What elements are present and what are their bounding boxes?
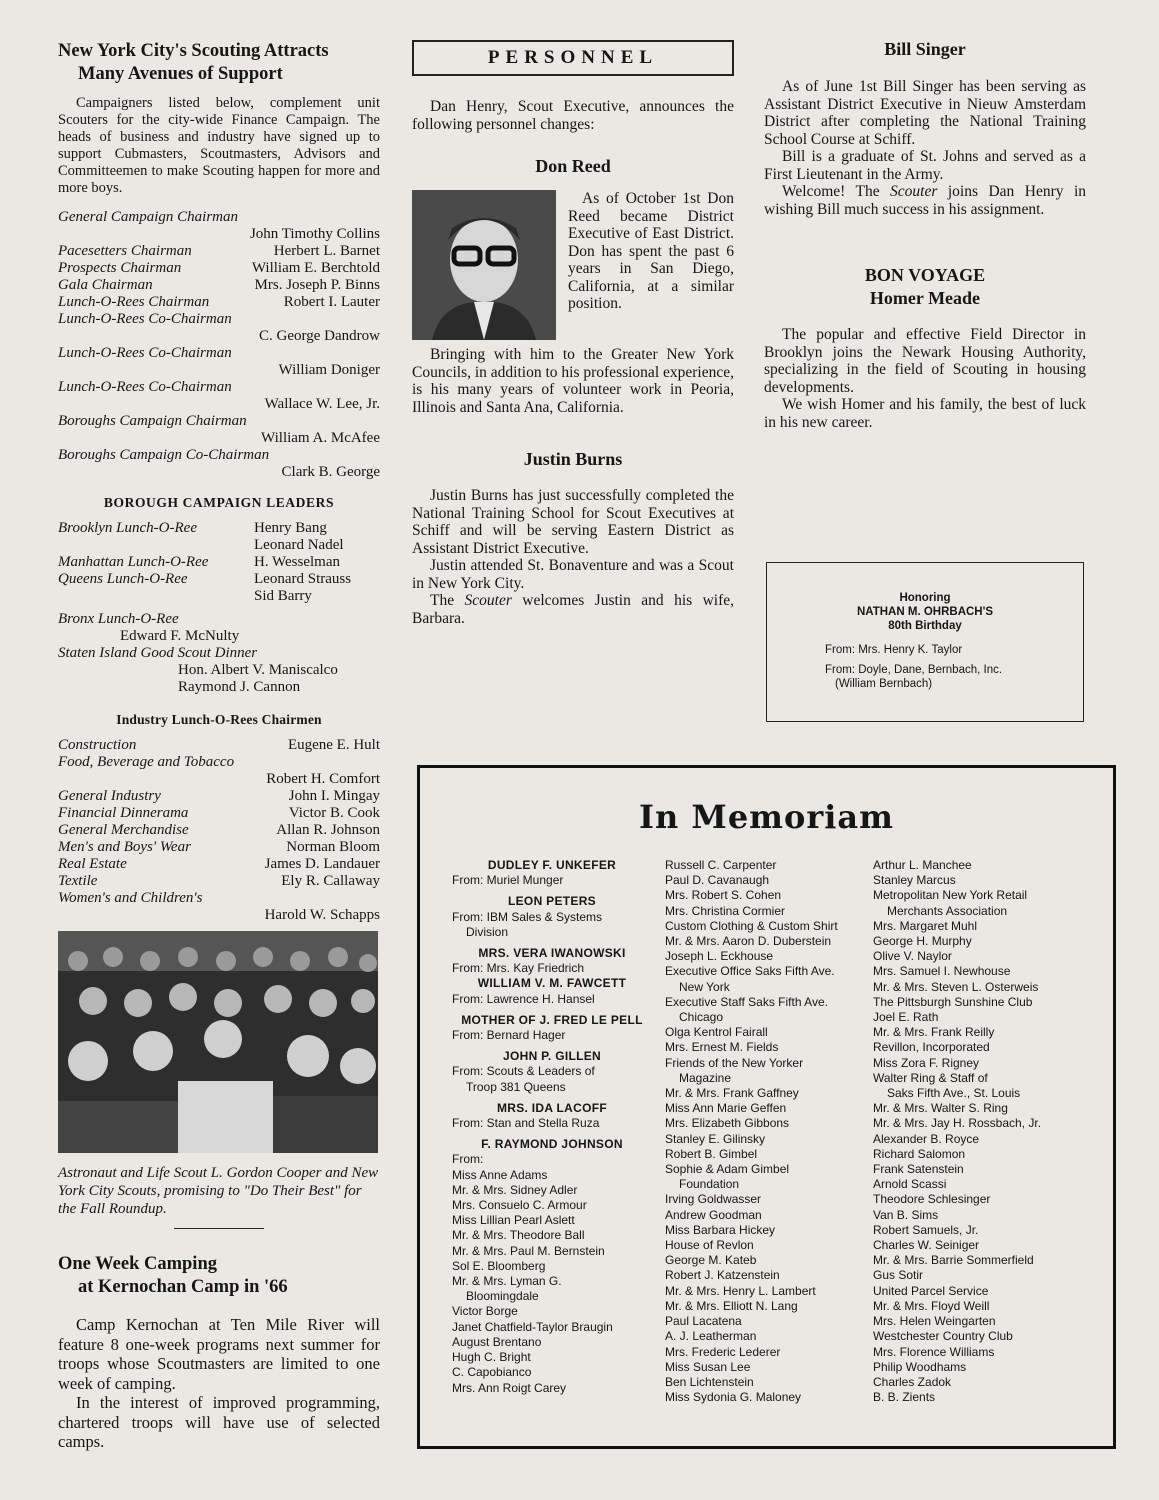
roster-role: General Campaign Chairman bbox=[58, 209, 238, 225]
column-left bbox=[58, 40, 380, 1452]
roster-name: Mrs. Joseph P. Binns bbox=[254, 277, 380, 293]
roster-name: Norman Bloom bbox=[286, 839, 380, 855]
memoriam-entry: Frank Satenstein bbox=[873, 1162, 964, 1177]
memoriam-entry: From: Muriel Munger bbox=[452, 873, 564, 888]
camp-paragraph: Camp Kernochan at Ten Mile River will feature 8 one-week programs next summer for troops whose Scoutmasters are limited to one week of camping. bbox=[58, 1315, 380, 1393]
roster-role: Lunch-O-Rees Co-Chairman bbox=[58, 379, 232, 395]
memoriam-entry: Foundation bbox=[679, 1177, 740, 1192]
roster-name: Ely R. Callaway bbox=[281, 873, 380, 889]
memoriam-entry: Executive Office Saks Fifth Ave. bbox=[665, 964, 835, 979]
memoriam-entry: Mr. & Mrs. Paul M. Bernstein bbox=[452, 1243, 605, 1258]
memoriam-entry: Victor Borge bbox=[452, 1304, 518, 1319]
memoriam-entry: Mr. & Mrs. Frank Reilly bbox=[873, 1025, 995, 1040]
camp-paragraph: In the interest of improved programming, chartered troops will have use of selected camps. bbox=[58, 1393, 380, 1451]
memoriam-entry: Mrs. Elizabeth Gibbons bbox=[665, 1116, 790, 1131]
burns-paragraph: Justin Burns has just successfully completed the National Training School for Scout Executives at Schiff and will be serving Eastern District as Assistant District Executive. bbox=[412, 487, 734, 557]
cooper-photo bbox=[58, 931, 380, 1158]
heading-bon-voyage: BON VOYAGE bbox=[864, 265, 986, 285]
roster-row: Construction Eugene E. Hult bbox=[58, 737, 380, 753]
memoriam-entry: Mr. & Mrs. Sidney Adler bbox=[452, 1182, 578, 1197]
memoriam-entry: Mr. & Mrs. Elliott N. Lang bbox=[665, 1298, 798, 1313]
memoriam-entry: Richard Salomon bbox=[873, 1146, 966, 1161]
memoriam-entry: Troop 381 Queens bbox=[466, 1079, 566, 1094]
roster-role: Lunch-O-Rees Co-Chairman bbox=[58, 345, 232, 361]
borough-name: Sid Barry bbox=[254, 588, 312, 604]
memoriam-entry: Metropolitan New York Retail bbox=[873, 888, 1028, 903]
roster-role: Pacesetters Chairman bbox=[58, 243, 192, 259]
roster-row bbox=[58, 277, 380, 294]
singer-paragraph: As of June 1st Bill Singer has been serving as Assistant District Executive in Nieuw Amsterdam District after completing the National Training School Course at Schiff. bbox=[764, 78, 1086, 148]
memoriam-entry: Mrs. Margaret Muhl bbox=[873, 918, 978, 933]
memoriam-entry: From: Mrs. Kay Friedrich bbox=[452, 961, 585, 976]
memoriam-entry: Joel E. Rath bbox=[873, 1010, 939, 1025]
honoring-occasion: 80th Birthday bbox=[888, 620, 962, 632]
roster-name: Raymond J. Cannon bbox=[178, 679, 301, 695]
roster-role: Food, Beverage and Tobacco bbox=[58, 754, 235, 770]
memoriam-entry: Olga Kentrol Fairall bbox=[665, 1025, 768, 1040]
borough-name: Henry Bang bbox=[254, 520, 327, 536]
memoriam-entry: Russell C. Carpenter bbox=[665, 858, 777, 872]
roster-role: Boroughs Campaign Chairman bbox=[58, 413, 247, 429]
roster-role: Financial Dinnerama bbox=[58, 805, 189, 821]
bon-voyage-paragraph: The popular and effective Field Director in Brooklyn joins the Newark Housing Authority, specializing in the field of Scouting in housing developments. bbox=[764, 326, 1086, 396]
memoriam-entry: Paul Lacatena bbox=[665, 1314, 742, 1329]
memoriam-entry: Mrs. Ann Roigt Carey bbox=[452, 1380, 567, 1395]
memoriam-entry: Robert Samuels, Jr. bbox=[873, 1222, 979, 1237]
memoriam-entry: Custom Clothing & Custom Shirt bbox=[665, 918, 838, 933]
memoriam-entry: Mr. & Mrs. Steven L. Osterweis bbox=[873, 979, 1039, 994]
roster-row bbox=[58, 294, 380, 311]
reed-paragraph: As of October 1st Don Reed became District Executive of East District. Don has spent the past 6 years in San Diego, California, at a similar position. bbox=[568, 190, 734, 312]
borough-extra bbox=[58, 611, 380, 696]
memoriam-entry: Mr. & Mrs. Floyd Weill bbox=[873, 1298, 990, 1313]
memoriam-entry: Arnold Scassi bbox=[873, 1177, 947, 1192]
reed-section bbox=[412, 190, 734, 416]
personnel-banner: PERSONNEL bbox=[412, 40, 734, 76]
memoriam-entry: Mrs. Ernest M. Fields bbox=[665, 1040, 779, 1055]
heading-bill-singer: Bill Singer bbox=[884, 39, 966, 59]
memoriam-entry: Friends of the New Yorker bbox=[665, 1055, 804, 1070]
memoriam-entry: Stanley Marcus bbox=[873, 873, 956, 888]
memoriam-entry: Stanley E. Gilinsky bbox=[665, 1131, 766, 1146]
singer-paragraph: Welcome! The Scouter joins Dan Henry in wishing Bill much success in his assignment. bbox=[764, 183, 1086, 218]
memoriam-entry: B. B. Zients bbox=[873, 1390, 936, 1405]
memoriam-entry: Mr. & Mrs. Barrie Sommerfield bbox=[873, 1253, 1034, 1268]
memoriam-name: DUDLEY F. UNKEFER bbox=[487, 858, 617, 872]
memoriam-entry: August Brentano bbox=[452, 1334, 542, 1349]
memoriam-entry: Mrs. Robert S. Cohen bbox=[665, 888, 782, 903]
memoriam-entry: Miss Anne Adams bbox=[452, 1167, 548, 1182]
memoriam-entry: Philip Woodhams bbox=[873, 1359, 967, 1374]
roster-name: William E. Berchtold bbox=[251, 260, 380, 276]
memoriam-name: F. RAYMOND JOHNSON bbox=[481, 1137, 623, 1152]
roster-role: Women's and Children's bbox=[58, 890, 203, 906]
roster-role: Textile bbox=[58, 873, 98, 889]
roster-name: John I. Mingay bbox=[288, 788, 380, 804]
burns-paragraph: The Scouter welcomes Justin and his wife, Barbara. bbox=[412, 592, 734, 627]
memoriam-entry: From: Scouts & Leaders of bbox=[452, 1064, 595, 1079]
roster-name: Robert I. Lauter bbox=[283, 294, 380, 310]
memoriam-entry: Andrew Goodman bbox=[665, 1207, 762, 1222]
memoriam-entry: Van B. Sims bbox=[873, 1207, 939, 1222]
roster-row bbox=[58, 873, 380, 890]
bon-voyage-paragraph: We wish Homer and his family, the best of luck in his new career. bbox=[764, 396, 1086, 431]
roster-name: Victor B. Cook bbox=[288, 805, 380, 821]
roster-row bbox=[58, 839, 380, 856]
roster-name: William A. McAfee bbox=[261, 430, 380, 446]
memoriam-entry: From: Bernard Hager bbox=[452, 1028, 566, 1043]
honoree-name: NATHAN M. OHRBACH'S bbox=[856, 606, 994, 618]
honor-from: From: Doyle, Dane, Bernbach, Inc. bbox=[825, 664, 1003, 676]
memoriam-entry: Magazine bbox=[679, 1070, 732, 1085]
memoriam-name: MRS. IDA LACOFF bbox=[496, 1100, 608, 1115]
memoriam-entry: United Parcel Service bbox=[873, 1283, 989, 1298]
honoring-label: Honoring bbox=[899, 592, 951, 604]
memoriam-entry: Division bbox=[466, 924, 509, 939]
memoriam-entry: Mrs. Frederic Lederer bbox=[665, 1344, 781, 1359]
memoriam-entry: Miss Sydonia G. Maloney bbox=[665, 1390, 802, 1405]
memoriam-entry: From: Lawrence H. Hansel bbox=[452, 991, 595, 1006]
memoriam-entry: From: Stan and Stella Ruza bbox=[452, 1116, 600, 1131]
memoriam-entry: Miss Zora F. Rigney bbox=[873, 1055, 980, 1070]
roster-role: Lunch-O-Rees Chairman bbox=[58, 294, 210, 310]
memoriam-entry: Charles W. Seiniger bbox=[873, 1238, 980, 1253]
borough-name: Leonard Strauss bbox=[254, 571, 352, 587]
memoriam-entry: New York bbox=[679, 979, 730, 994]
roster-name: William Doniger bbox=[278, 362, 380, 378]
memoriam-entry: House of Revlon bbox=[665, 1238, 754, 1253]
memoriam-entry: Mrs. Samuel I. Newhouse bbox=[873, 964, 1011, 979]
memoriam-entry: Executive Staff Saks Fifth Ave. bbox=[665, 994, 828, 1009]
roster-role: Boroughs Campaign Co-Chairman bbox=[58, 447, 270, 463]
roster-role: Real Estate bbox=[58, 856, 127, 872]
memoriam-entry: Mr. & Mrs. Lyman G. bbox=[452, 1274, 562, 1289]
heading-don-reed: Don Reed bbox=[535, 156, 611, 176]
memoriam-entry: Hugh C. Bright bbox=[452, 1350, 531, 1365]
roster-name: Allan R. Johnson bbox=[276, 822, 380, 838]
borough-role: Manhattan Lunch-O-Ree bbox=[58, 554, 209, 570]
burns-paragraph: Justin attended St. Bonaventure and was a Scout in New York City. bbox=[412, 557, 734, 592]
roster-name: Edward F. McNulty bbox=[120, 628, 240, 644]
borough-name: Leonard Nadel bbox=[254, 537, 344, 553]
heading-homer-meade: Homer Meade bbox=[869, 288, 981, 308]
column-middle bbox=[412, 40, 734, 627]
memoriam-entry: George H. Murphy bbox=[873, 934, 972, 949]
roster-name: Harold W. Schapps bbox=[264, 907, 380, 923]
memoriam-entry: Gus Sotir bbox=[873, 1268, 924, 1283]
memoriam-entry: Paul D. Cavanaugh bbox=[665, 873, 770, 888]
roster-name: John Timothy Collins bbox=[249, 226, 380, 242]
memoriam-entry: Sophie & Adam Gimbel bbox=[665, 1162, 790, 1177]
roster-name: Wallace W. Lee, Jr. bbox=[264, 396, 380, 412]
roster-row bbox=[58, 788, 380, 805]
roster-row bbox=[58, 822, 380, 839]
memoriam-entry: Mr. & Mrs. Henry L. Lambert bbox=[665, 1283, 816, 1298]
memoriam-column-3 bbox=[873, 858, 1088, 1405]
memoriam-entry: Miss Barbara Hickey bbox=[665, 1222, 776, 1237]
memoriam-entry: Mr. & Mrs. Frank Gaffney bbox=[665, 1086, 799, 1101]
memoriam-entry: Olive V. Naylor bbox=[873, 949, 952, 964]
memoriam-entry: From: IBM Sales & Systems bbox=[452, 909, 603, 924]
memoriam-entry: Mrs. Helen Weingarten bbox=[873, 1314, 996, 1329]
honor-from: From: Mrs. Henry K. Taylor bbox=[825, 644, 963, 656]
memoriam-entry: Merchants Association bbox=[887, 903, 1008, 918]
roster-row bbox=[58, 243, 380, 260]
memoriam-entry: Robert J. Katzenstein bbox=[665, 1268, 780, 1283]
memoriam-column-2 bbox=[665, 858, 870, 1405]
memoriam-name: LEON PETERS bbox=[508, 894, 596, 909]
borough-role: Brooklyn Lunch-O-Ree bbox=[58, 520, 197, 536]
roster-row bbox=[58, 805, 380, 822]
industry-heading: Industry Lunch-O-Rees Chairmen bbox=[116, 712, 322, 727]
memoriam-name: WILLIAM V. M. FAWCETT bbox=[477, 976, 627, 991]
memoriam-column-1 bbox=[452, 858, 652, 1396]
roster-name: Robert H. Comfort bbox=[266, 771, 380, 787]
don-reed-portrait bbox=[412, 190, 556, 340]
scouts-photo-image bbox=[58, 931, 378, 1153]
memoriam-entry: Alexander B. Royce bbox=[873, 1131, 980, 1146]
memoriam-entry: Mr. & Mrs. Jay H. Rossbach, Jr. bbox=[873, 1116, 1042, 1131]
memoriam-entry: Mrs. Consuelo C. Armour bbox=[452, 1198, 587, 1213]
borough-role bbox=[58, 537, 254, 554]
memoriam-entry: Charles Zadok bbox=[873, 1374, 952, 1389]
headline-camping: One Week Camping at Kernochan Camp in '66 bbox=[58, 1254, 288, 1297]
borough-role bbox=[58, 588, 254, 605]
roster-role: Gala Chairman bbox=[58, 277, 153, 293]
borough-leaders bbox=[58, 520, 380, 605]
roster-name: C. George Dandrow bbox=[259, 328, 380, 344]
memoriam-entry: The Pittsburgh Sunshine Club bbox=[873, 994, 1033, 1009]
roster-row bbox=[58, 856, 380, 873]
roster-role: Lunch-O-Rees Co-Chairman bbox=[58, 311, 232, 327]
borough-name: H. Wesselman bbox=[254, 554, 341, 570]
memoriam-entry: Mr. & Mrs. Walter S. Ring bbox=[873, 1101, 1008, 1116]
memoriam-entry: George M. Kateb bbox=[665, 1253, 757, 1268]
roster-role: General Industry bbox=[58, 788, 161, 804]
photo-caption: Astronaut and Life Scout L. Gordon Cooper and New York City Scouts, promising to "Do Their Best" for the Fall Roundup. bbox=[58, 1165, 379, 1217]
memoriam-entry: Mr. & Mrs. Aaron D. Duberstein bbox=[665, 934, 832, 949]
roster-role: Prospects Chairman bbox=[58, 260, 182, 276]
personnel-intro: Dan Henry, Scout Executive, announces the following personnel changes: bbox=[412, 98, 734, 133]
memoriam-entry: From: bbox=[452, 1152, 484, 1167]
roster-name: Herbert L. Barnet bbox=[273, 243, 380, 259]
reed-paragraph: Bringing with him to the Greater New York Councils, in addition to his professional experience, is his many years of volunteer work in Peoria, Illinois and Santa Ana, California. bbox=[412, 346, 734, 416]
memoriam-name: MRS. VERA IWANOWSKI bbox=[478, 946, 626, 961]
memoriam-entry: Irving Goldwasser bbox=[665, 1192, 762, 1207]
memoriam-entry: Mrs. Florence Williams bbox=[873, 1344, 995, 1359]
borough-role: Queens Lunch-O-Ree bbox=[58, 571, 188, 587]
memoriam-title: In Memoriam bbox=[639, 798, 894, 836]
roster-row bbox=[58, 260, 380, 277]
in-memoriam-box bbox=[417, 765, 1116, 1449]
honor-from: (William Bernbach) bbox=[835, 678, 933, 690]
memoriam-entry: C. Capobianco bbox=[452, 1365, 532, 1380]
memoriam-entry: A. J. Leatherman bbox=[665, 1329, 757, 1344]
roster-role: Bronx Lunch-O-Ree bbox=[58, 611, 179, 627]
heading-justin-burns: Justin Burns bbox=[523, 449, 623, 469]
memoriam-entry: Arthur L. Manchee bbox=[873, 858, 972, 872]
memoriam-entry: Ben Lichtenstein bbox=[665, 1374, 754, 1389]
memoriam-entry: Mr. & Mrs. Theodore Ball bbox=[452, 1228, 585, 1243]
memoriam-entry: Sol E. Bloomberg bbox=[452, 1258, 546, 1273]
memoriam-entry: Mrs. Christina Cormier bbox=[665, 903, 786, 918]
singer-paragraph: Bill is a graduate of St. Johns and served as a First Lieutenant in the Army. bbox=[764, 148, 1086, 183]
roster-role: Staten Island Good Scout Dinner bbox=[58, 645, 258, 661]
roster-role: General Merchandise bbox=[58, 822, 189, 838]
roster-name: James D. Landauer bbox=[264, 856, 380, 872]
memoriam-entry: Janet Chatfield-Taylor Braugin bbox=[452, 1319, 613, 1334]
memoriam-entry: Miss Ann Marie Geffen bbox=[665, 1101, 787, 1116]
borough-heading: BOROUGH CAMPAIGN LEADERS bbox=[103, 495, 335, 510]
memoriam-entry: Saks Fifth Ave., St. Louis bbox=[887, 1086, 1021, 1101]
memoriam-entry: Walter Ring & Staff of bbox=[873, 1070, 988, 1085]
memoriam-entry: Miss Lillian Pearl Aslett bbox=[452, 1213, 575, 1228]
memoriam-entry: Robert B. Gimbel bbox=[665, 1146, 758, 1161]
memoriam-entry: Miss Susan Lee bbox=[665, 1359, 751, 1374]
memoriam-entry: Theodore Schlesinger bbox=[873, 1192, 991, 1207]
memoriam-name: JOHN P. GILLEN bbox=[503, 1049, 601, 1064]
memoriam-entry: Chicago bbox=[679, 1010, 724, 1025]
memoriam-entry: Westchester Country Club bbox=[873, 1329, 1013, 1344]
industry-roster bbox=[58, 737, 380, 924]
divider bbox=[174, 1228, 264, 1229]
roster-name: Hon. Albert V. Maniscalco bbox=[178, 662, 338, 678]
honoring-box bbox=[766, 562, 1084, 722]
roster-name: Clark B. George bbox=[281, 464, 380, 480]
campaign-roster bbox=[58, 209, 380, 481]
memoriam-entry: Revillon, Incorporated bbox=[873, 1040, 990, 1055]
memoriam-entry: Joseph L. Eckhouse bbox=[665, 949, 774, 964]
memoriam-entry: Bloomingdale bbox=[466, 1289, 539, 1304]
headline-scouting-support: New York City's Scouting Attracts Many Avenues of Support bbox=[58, 41, 329, 84]
column-right bbox=[764, 38, 1086, 431]
roster-role: Men's and Boys' Wear bbox=[58, 839, 191, 855]
intro-paragraph: Campaigners listed below, complement unit Scouters for the city-wide Finance Campaign. The heads of business and industry have signed up to support Cubmasters, Scoutmasters, Advisors and Committeemen to make Scouting happen for more and more boys. bbox=[58, 95, 380, 196]
memoriam-name: MOTHER OF J. FRED LE PELL bbox=[461, 1012, 643, 1027]
